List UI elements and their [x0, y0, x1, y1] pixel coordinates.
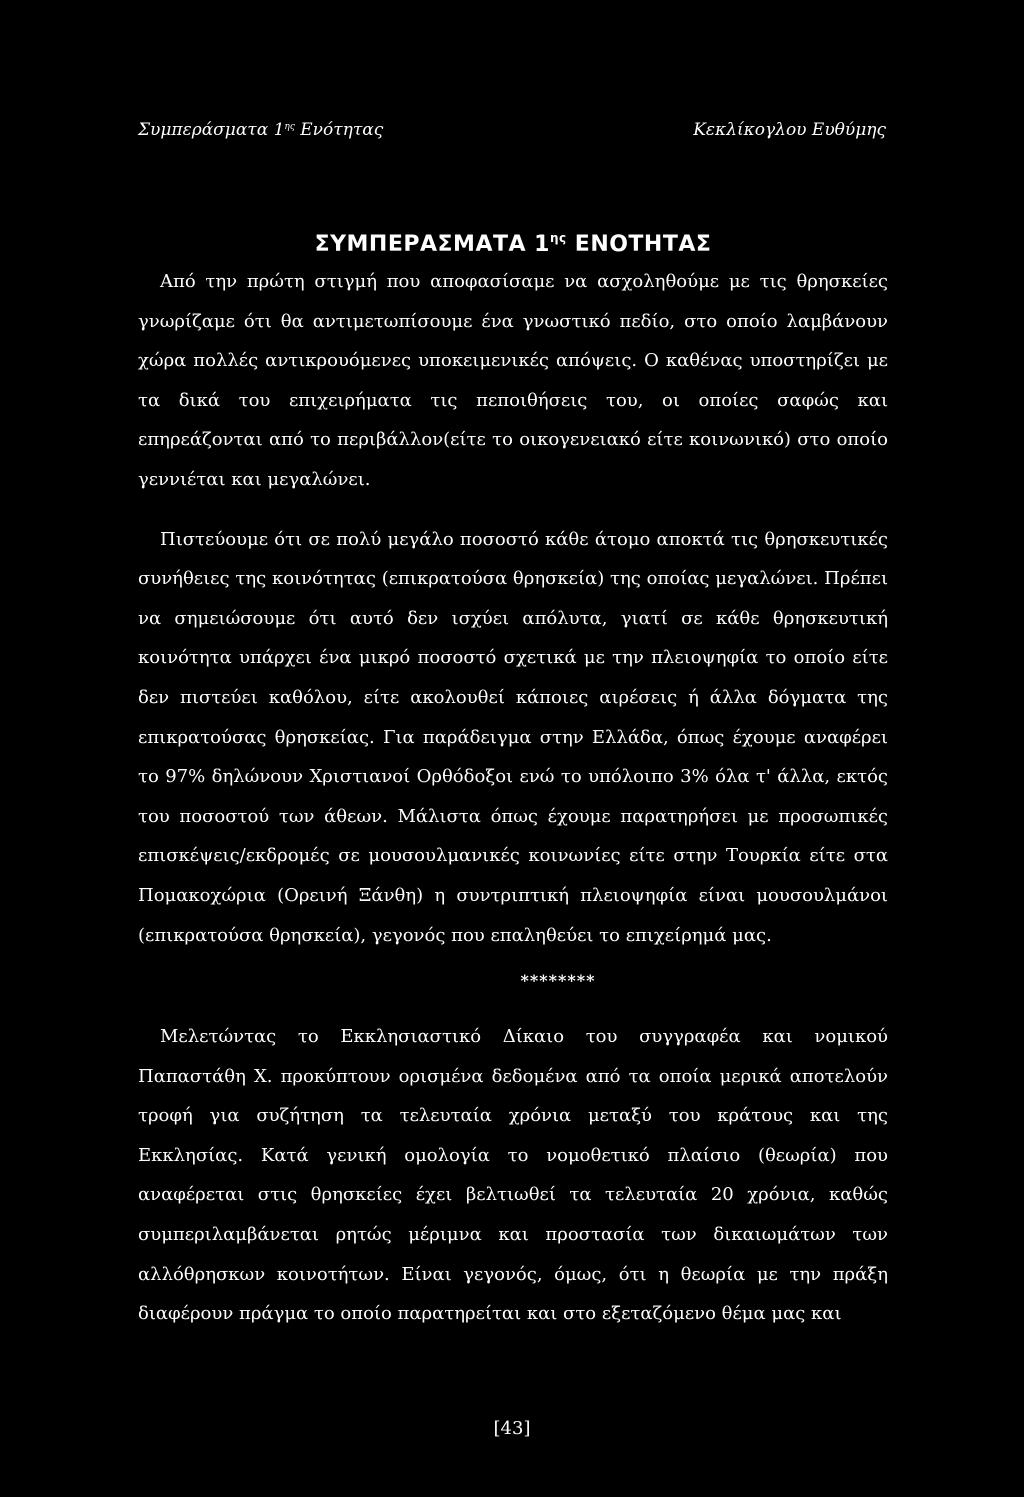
page-title [138, 220, 888, 256]
title-superscript: ης [549, 231, 567, 245]
header-section-title [138, 120, 383, 140]
header-author: Κεκλίκογλου Ευθύμης [693, 120, 886, 140]
title-suffix: ΕΝΟΤΗΤΑΣ [566, 232, 712, 257]
paragraph-2: Πιστεύουμε ότι σε πολύ μεγάλο ποσοστό κάθε άτομο αποκτά τις θρησκευτικές συνήθειες της κοινότητας (επικρατούσα θρησκεία) της οποίας μεγαλώνει. Πρέπει να σημειώσουμε ότι αυτό δεν ισχύει απόλυτα, γιατί σε κάθε θρησκευτική κοινότητα υπάρχει ένα μικρό ποσοστό σχετικά με την πλειοψηφία το οποίο είτε δεν πιστεύει καθόλου, είτε ακολουθεί κάποιες αιρέσεις ή άλλα δόγματα της επικρατούσας θρησκείας. Για παράδειγμα στην Ελλάδα, όπως έχουμε αναφέρει το 97% δηλώνουν Χριστιανοί Ορθόδοξοι ενώ το υπόλοιπο 3% όλα τ' άλλα, εκτός του ποσοστού των άθεων. Μάλιστα όπως έχουμε παρατηρήσει με προσωπικές επισκέψεις/εκδρομές σε μουσουλμανικές κοινωνίες είτε στην Τουρκία είτε στα Πομακοχώρια (Ορεινή Ξάνθη) η συντριπτική πλειοψηφία είναι μουσουλμάνοι (επικρατούσα θρησκεία), γεγονός που επαληθεύει το επιχείρημά μας. [138, 528, 888, 946]
header-left-superscript: ης [284, 122, 295, 132]
header-left-text: Συμπεράσματα 1 [138, 120, 285, 140]
header-left-suffix: Ενότητας [294, 120, 384, 140]
paragraph-1: Από την πρώτη στιγμή που αποφασίσαμε να ασχοληθούμε με τις θρησκείες γνωρίζαμε ότι θα αντιμετωπίσουμε ένα γνωστικό πεδίο, στο οποίο λαμβάνουν χώρα πολλές αντικρουόμενες υποκειμενικές απόψεις. Ο καθένας υποστηρίζει με τα δικά του επιχειρήματα τις πεποιθήσεις του, οι οποίες σαφώς και επηρεάζονται από το περιβάλλον(είτε το οικογενειακό είτε κοινωνικό) στο οποίο γεννιέται και μεγαλώνει. [138, 271, 888, 490]
title-main: ΣΥΜΠΕΡΑΣΜΑΤΑ 1 [314, 232, 550, 257]
section-separator: ******** [520, 971, 596, 991]
page-number: [43] [493, 1418, 531, 1439]
paragraph-3: Μελετώντας το Εκκλησιαστικό Δίκαιο του συγγραφέα και νομικού Παπαστάθη Χ. προκύπτουν ορισμένα δεδομένα από τα οποία μερικά αποτελούν τροφή για συζήτηση τα τελευταία χρόνια μεταξύ του κράτους και της Εκκλησίας. Κατά γενική ομολογία το νομοθετικό πλαίσιο (θεωρία) που αναφέρεται στις θρησκείες έχει βελτιωθεί τα τελευταία 20 χρόνια, καθώς συμπεριλαμβάνεται ρητώς μέριμνα και προστασία των δικαιωμάτων των αλλόθρησκων κοινοτήτων. Είναι γεγονός, όμως, ότι η θεωρία με την πράξη διαφέρουν πράγμα το οποίο παρατηρείται και στο εξεταζόμενο θέμα μας και [138, 1026, 888, 1325]
running-header [138, 120, 886, 146]
page-body [138, 220, 888, 1334]
